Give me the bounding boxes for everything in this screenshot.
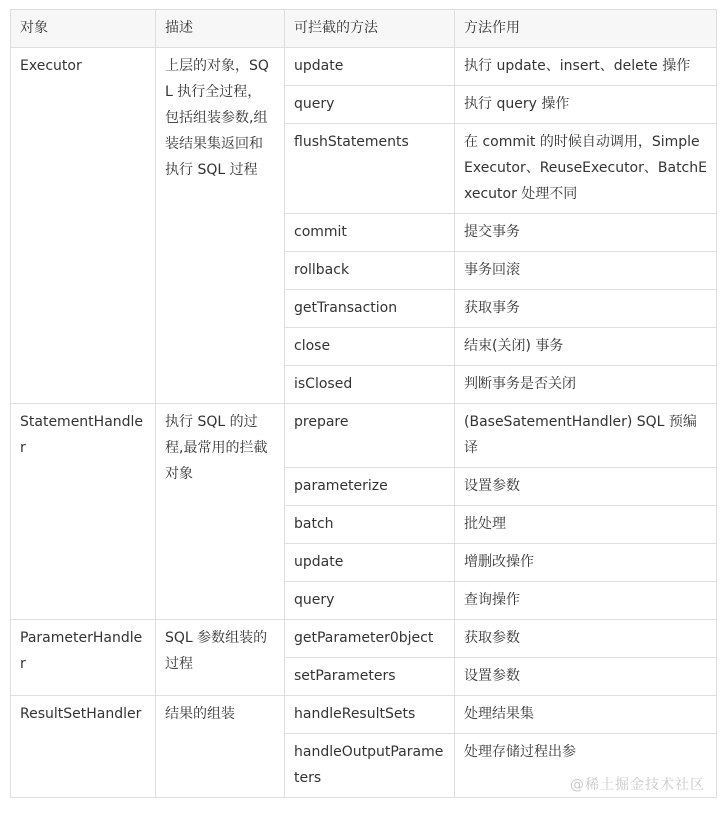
- method-name-cell: handleOutputParameters: [285, 734, 455, 798]
- method-purpose-cell: 在 commit 的时候自动调用，SimpleExecutor、ReuseExecutor、BatchExecutor 处理不同: [455, 124, 717, 214]
- method-purpose-cell: 查询操作: [455, 582, 717, 620]
- method-name-cell: query: [285, 582, 455, 620]
- method-purpose-cell: 获取参数: [455, 620, 717, 658]
- method-purpose-cell: 执行 update、insert、delete 操作: [455, 48, 717, 86]
- method-purpose-cell: 处理结果集: [455, 696, 717, 734]
- method-purpose-cell: 设置参数: [455, 658, 717, 696]
- method-purpose-cell: (BaseSatementHandler) SQL 预编译: [455, 404, 717, 468]
- object-cell: ResultSetHandler: [11, 696, 156, 798]
- method-name-cell: commit: [285, 214, 455, 252]
- table-row: [11, 404, 717, 468]
- method-purpose-cell: 结束(关闭) 事务: [455, 328, 717, 366]
- object-description-cell: 上层的对象，SQL 执行全过程，包括组装参数,组装结果集返回和执行 SQL 过程: [156, 48, 285, 404]
- object-cell: Executor: [11, 48, 156, 404]
- method-name-cell: isClosed: [285, 366, 455, 404]
- object-cell: ParameterHandler: [11, 620, 156, 696]
- method-purpose-cell: 提交事务: [455, 214, 717, 252]
- interceptor-table: [10, 9, 717, 798]
- method-name-cell: getTransaction: [285, 290, 455, 328]
- watermark: @稀土掘金技术社区: [570, 777, 705, 793]
- table-row: [11, 620, 717, 658]
- table-header-row: [11, 10, 717, 48]
- object-description-cell: 结果的组装: [156, 696, 285, 798]
- method-name-cell: flushStatements: [285, 124, 455, 214]
- header-method-purpose: 方法作用: [455, 10, 717, 48]
- object-description-cell: SQL 参数组装的过程: [156, 620, 285, 696]
- table-row: [11, 696, 717, 734]
- method-name-cell: update: [285, 544, 455, 582]
- method-name-cell: prepare: [285, 404, 455, 468]
- method-purpose-cell: 获取事务: [455, 290, 717, 328]
- object-description-cell: 执行 SQL 的过程,最常用的拦截对象: [156, 404, 285, 620]
- method-name-cell: rollback: [285, 252, 455, 290]
- method-name-cell: setParameters: [285, 658, 455, 696]
- method-name-cell: parameterize: [285, 468, 455, 506]
- header-object: 对象: [11, 10, 156, 48]
- method-purpose-cell: 判断事务是否关闭: [455, 366, 717, 404]
- header-interceptable-method: 可拦截的方法: [285, 10, 455, 48]
- method-name-cell: update: [285, 48, 455, 86]
- table-body: [11, 48, 717, 798]
- method-purpose-cell: 事务回滚: [455, 252, 717, 290]
- object-cell: StatementHandler: [11, 404, 156, 620]
- method-purpose-cell: 执行 query 操作: [455, 86, 717, 124]
- method-purpose-cell: 增删改操作: [455, 544, 717, 582]
- table-row: [11, 48, 717, 86]
- method-purpose-cell: 批处理: [455, 506, 717, 544]
- method-name-cell: batch: [285, 506, 455, 544]
- header-description: 描述: [156, 10, 285, 48]
- method-name-cell: close: [285, 328, 455, 366]
- method-name-cell: getParameter0bject: [285, 620, 455, 658]
- method-purpose-cell: 设置参数: [455, 468, 717, 506]
- method-name-cell: handleResultSets: [285, 696, 455, 734]
- method-purpose-cell: 处理存储过程出参: [455, 734, 717, 798]
- method-name-cell: query: [285, 86, 455, 124]
